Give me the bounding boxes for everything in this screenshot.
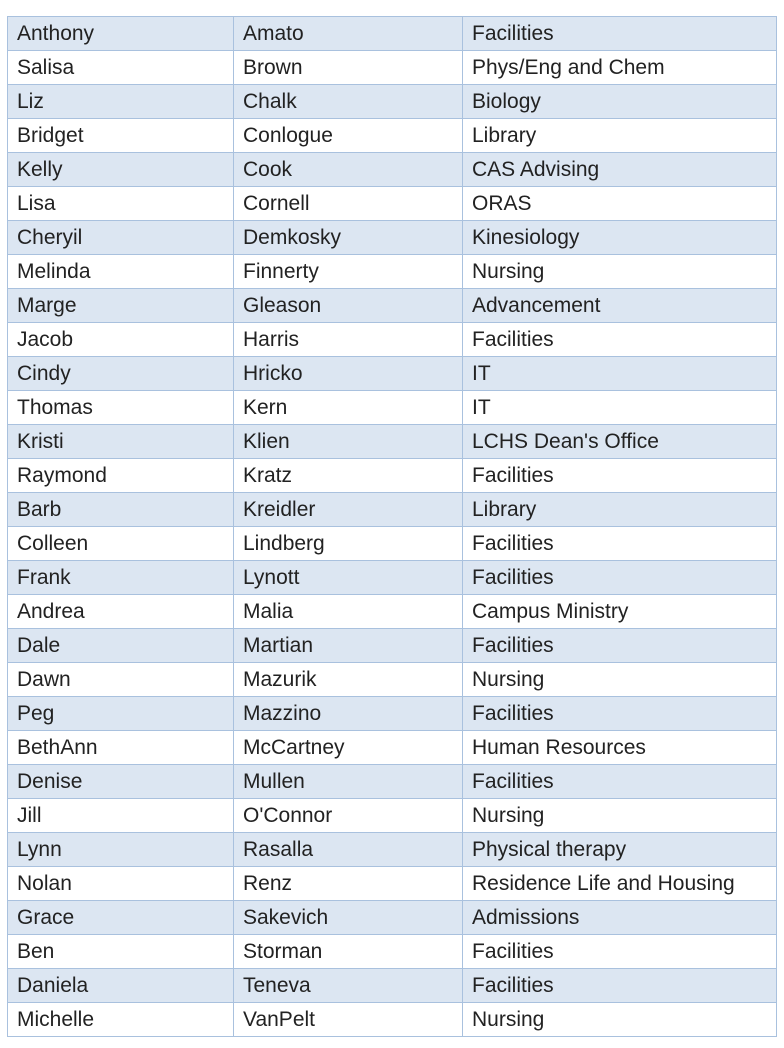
- first-name-cell: Salisa: [8, 51, 234, 85]
- department-cell: Facilities: [463, 765, 777, 799]
- table-row: [8, 867, 777, 901]
- department-cell: Facilities: [463, 459, 777, 493]
- table-row: [8, 595, 777, 629]
- first-name-cell: Nolan: [8, 867, 234, 901]
- last-name-cell: Mazurik: [234, 663, 463, 697]
- department-cell: Advancement: [463, 289, 777, 323]
- department-cell: Facilities: [463, 629, 777, 663]
- last-name-cell: Teneva: [234, 969, 463, 1003]
- table-row: [8, 391, 777, 425]
- last-name-cell: Storman: [234, 935, 463, 969]
- table-row: [8, 323, 777, 357]
- table-row: [8, 935, 777, 969]
- first-name-cell: Anthony: [8, 17, 234, 51]
- department-cell: Facilities: [463, 323, 777, 357]
- last-name-cell: Amato: [234, 17, 463, 51]
- table-row: [8, 85, 777, 119]
- last-name-cell: Martian: [234, 629, 463, 663]
- first-name-cell: Jill: [8, 799, 234, 833]
- last-name-cell: VanPelt: [234, 1003, 463, 1037]
- department-cell: IT: [463, 357, 777, 391]
- table-row: [8, 493, 777, 527]
- last-name-cell: Hricko: [234, 357, 463, 391]
- staff-table: [7, 16, 777, 1037]
- table-row: [8, 629, 777, 663]
- last-name-cell: Malia: [234, 595, 463, 629]
- first-name-cell: Raymond: [8, 459, 234, 493]
- first-name-cell: Thomas: [8, 391, 234, 425]
- first-name-cell: Frank: [8, 561, 234, 595]
- first-name-cell: Cheryil: [8, 221, 234, 255]
- last-name-cell: Sakevich: [234, 901, 463, 935]
- last-name-cell: Demkosky: [234, 221, 463, 255]
- last-name-cell: Mullen: [234, 765, 463, 799]
- last-name-cell: Chalk: [234, 85, 463, 119]
- table-row: [8, 799, 777, 833]
- first-name-cell: Daniela: [8, 969, 234, 1003]
- department-cell: Nursing: [463, 799, 777, 833]
- table-row: [8, 663, 777, 697]
- table-row: [8, 833, 777, 867]
- last-name-cell: Conlogue: [234, 119, 463, 153]
- first-name-cell: Kristi: [8, 425, 234, 459]
- first-name-cell: Grace: [8, 901, 234, 935]
- first-name-cell: BethAnn: [8, 731, 234, 765]
- first-name-cell: Ben: [8, 935, 234, 969]
- department-cell: Facilities: [463, 969, 777, 1003]
- department-cell: LCHS Dean's Office: [463, 425, 777, 459]
- last-name-cell: Rasalla: [234, 833, 463, 867]
- last-name-cell: Kratz: [234, 459, 463, 493]
- last-name-cell: McCartney: [234, 731, 463, 765]
- table-row: [8, 357, 777, 391]
- last-name-cell: Klien: [234, 425, 463, 459]
- table-row: [8, 459, 777, 493]
- department-cell: IT: [463, 391, 777, 425]
- department-cell: CAS Advising: [463, 153, 777, 187]
- first-name-cell: Dale: [8, 629, 234, 663]
- department-cell: Facilities: [463, 561, 777, 595]
- department-cell: Facilities: [463, 935, 777, 969]
- last-name-cell: Lindberg: [234, 527, 463, 561]
- department-cell: Biology: [463, 85, 777, 119]
- department-cell: Nursing: [463, 255, 777, 289]
- table-row: [8, 153, 777, 187]
- last-name-cell: Cornell: [234, 187, 463, 221]
- department-cell: Facilities: [463, 697, 777, 731]
- table-row: [8, 255, 777, 289]
- last-name-cell: Lynott: [234, 561, 463, 595]
- table-row: [8, 765, 777, 799]
- table-row: [8, 187, 777, 221]
- last-name-cell: Kreidler: [234, 493, 463, 527]
- department-cell: Campus Ministry: [463, 595, 777, 629]
- department-cell: Residence Life and Housing: [463, 867, 777, 901]
- table-row: [8, 527, 777, 561]
- department-cell: Library: [463, 119, 777, 153]
- first-name-cell: Lynn: [8, 833, 234, 867]
- department-cell: Physical therapy: [463, 833, 777, 867]
- table-row: [8, 425, 777, 459]
- staff-table-body: [8, 17, 777, 1037]
- first-name-cell: Dawn: [8, 663, 234, 697]
- last-name-cell: Renz: [234, 867, 463, 901]
- table-row: [8, 119, 777, 153]
- first-name-cell: Andrea: [8, 595, 234, 629]
- first-name-cell: Barb: [8, 493, 234, 527]
- department-cell: Library: [463, 493, 777, 527]
- last-name-cell: Finnerty: [234, 255, 463, 289]
- first-name-cell: Kelly: [8, 153, 234, 187]
- department-cell: Nursing: [463, 1003, 777, 1037]
- table-row: [8, 561, 777, 595]
- department-cell: ORAS: [463, 187, 777, 221]
- table-row: [8, 289, 777, 323]
- table-row: [8, 1003, 777, 1037]
- last-name-cell: Harris: [234, 323, 463, 357]
- table-row: [8, 51, 777, 85]
- department-cell: Nursing: [463, 663, 777, 697]
- table-row: [8, 17, 777, 51]
- last-name-cell: Brown: [234, 51, 463, 85]
- last-name-cell: O'Connor: [234, 799, 463, 833]
- first-name-cell: Peg: [8, 697, 234, 731]
- first-name-cell: Lisa: [8, 187, 234, 221]
- last-name-cell: Mazzino: [234, 697, 463, 731]
- department-cell: Kinesiology: [463, 221, 777, 255]
- table-row: [8, 697, 777, 731]
- department-cell: Facilities: [463, 527, 777, 561]
- first-name-cell: Colleen: [8, 527, 234, 561]
- table-row: [8, 901, 777, 935]
- table-row: [8, 969, 777, 1003]
- department-cell: Human Resources: [463, 731, 777, 765]
- department-cell: Admissions: [463, 901, 777, 935]
- department-cell: Phys/Eng and Chem: [463, 51, 777, 85]
- last-name-cell: Cook: [234, 153, 463, 187]
- last-name-cell: Kern: [234, 391, 463, 425]
- table-row: [8, 221, 777, 255]
- first-name-cell: Bridget: [8, 119, 234, 153]
- first-name-cell: Jacob: [8, 323, 234, 357]
- first-name-cell: Marge: [8, 289, 234, 323]
- first-name-cell: Denise: [8, 765, 234, 799]
- first-name-cell: Liz: [8, 85, 234, 119]
- department-cell: Facilities: [463, 17, 777, 51]
- first-name-cell: Michelle: [8, 1003, 234, 1037]
- last-name-cell: Gleason: [234, 289, 463, 323]
- table-row: [8, 731, 777, 765]
- first-name-cell: Melinda: [8, 255, 234, 289]
- first-name-cell: Cindy: [8, 357, 234, 391]
